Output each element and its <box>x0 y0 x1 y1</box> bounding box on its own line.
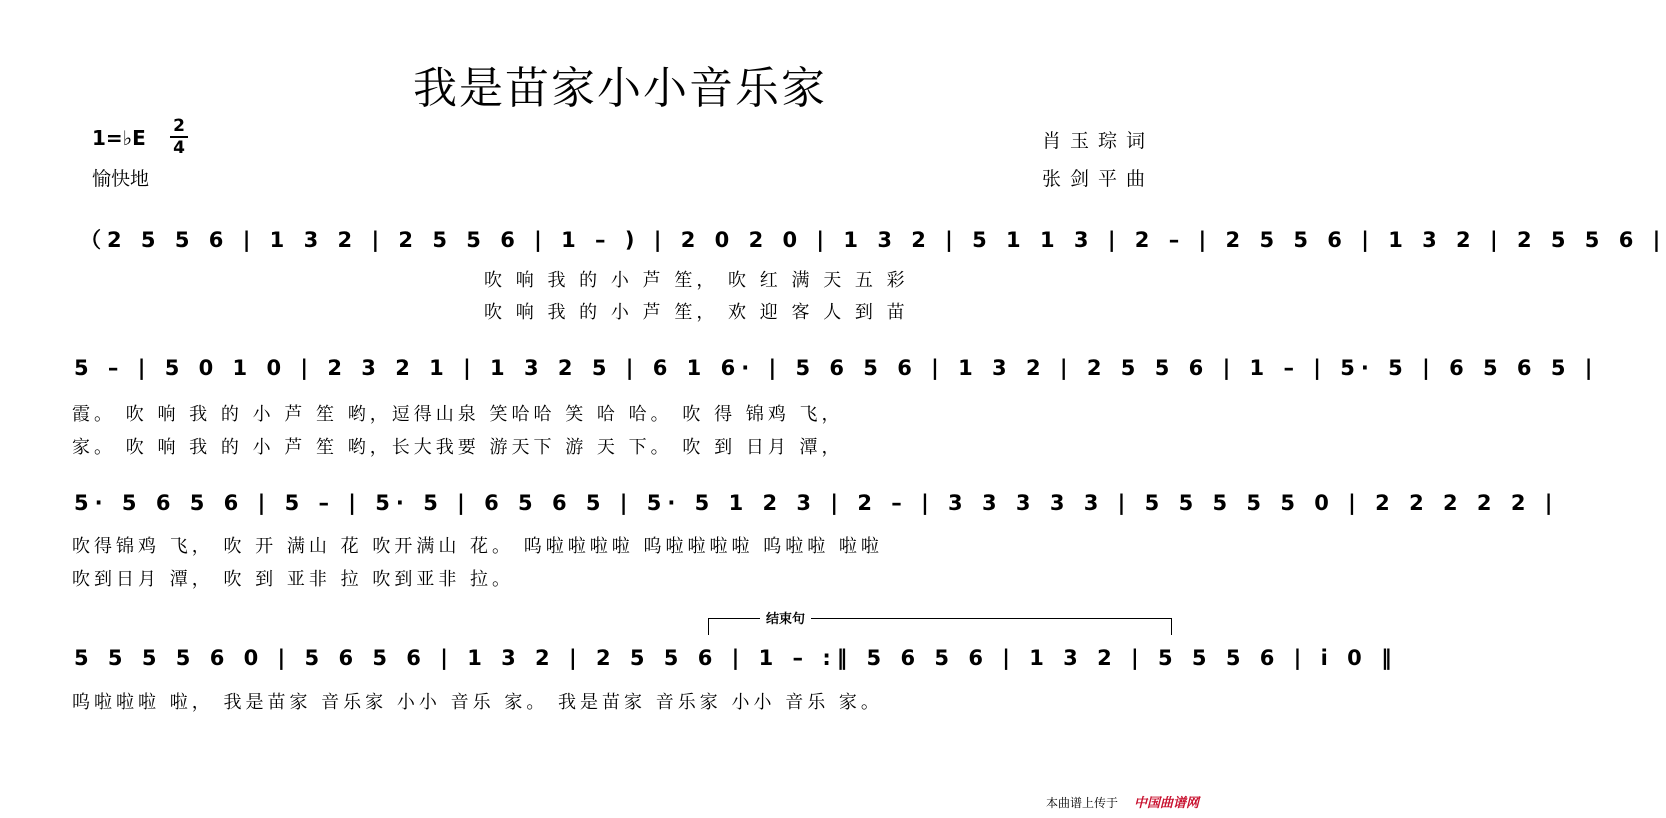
time-numerator: 2 <box>173 116 185 136</box>
lyric-row-2-verse-2: 家。 吹 响 我 的 小 芦 笙 哟，长大我要 游天下 游 天 下。 吹 到 日月 潭， <box>72 437 844 458</box>
notation-row-1: （2 5 5 6 | 1 3 2 | 2 5 5 6 | 1 – ) | 2 0 2 0 | 1 3 2 | 5 1 1 3 | 2 – | 2 5 5 6 | 1 3 2 | 2 5 5 6 | <box>80 228 1666 252</box>
notation-row-3: 5· 5 6 5 6 | 5 – | 5· 5 | 6 5 6 5 | 5· 5 1 2 3 | 2 – | 3 3 3 3 3 | 5 5 5 5 5 0 | 2 2 2 2 2 | <box>74 491 1559 515</box>
tempo-marking: 愉快地 <box>92 168 150 190</box>
notation-row-2: 5 – | 5 0 1 0 | 2 3 2 1 | 1 3 2 5 | 6 1 6· | 5 6 5 6 | 1 3 2 | 2 5 5 6 | 1 – | 5· 5 | 6 5 6 5 | <box>74 356 1599 380</box>
lyric-row-4: 呜啦啦啦 啦， 我是苗家 音乐家 小小 音乐 家。 我是苗家 音乐家 小小 音乐 家。 <box>72 692 883 713</box>
footer-text: 本曲谱上传于 <box>1046 796 1119 810</box>
lyricist-credit: 肖玉琮词 <box>1042 130 1155 152</box>
composer-credit: 张剑平曲 <box>1042 168 1155 190</box>
time-denominator: 4 <box>170 136 188 158</box>
page-title: 我是苗家小小音乐家 <box>413 63 827 114</box>
key-signature: 1=♭E <box>92 126 146 150</box>
site-watermark: 中国曲谱网 <box>1134 796 1200 811</box>
ending-label: 结束句 <box>760 608 811 627</box>
lyric-row-3-verse-2: 吹到日月 潭， 吹 到 亚非 拉 吹到亚非 拉。 <box>72 569 515 590</box>
lyric-row-1-verse-1: 吹 响 我 的 小 芦 笙， 吹 红 满 天 五 彩 <box>484 270 909 291</box>
time-signature <box>170 116 188 158</box>
lyric-row-3-verse-1: 吹得锦鸡 飞， 吹 开 满山 花 吹开满山 花。 呜啦啦啦啦 呜啦啦啦啦 呜啦啦 啦啦 <box>72 536 883 557</box>
lyric-row-2-verse-1: 霞。 吹 响 我 的 小 芦 笙 哟，逗得山泉 笑哈哈 笑 哈 哈。 吹 得 锦鸡 飞， <box>72 404 844 425</box>
lyric-row-1-verse-2: 吹 响 我 的 小 芦 笙， 欢 迎 客 人 到 苗 <box>484 302 909 323</box>
notation-row-4: 5 5 5 5 6 0 | 5 6 5 6 | 1 3 2 | 2 5 5 6 | 1 – :‖ 5 6 5 6 | 1 3 2 | 5 5 5 6 | i 0 ‖ <box>74 646 1398 670</box>
